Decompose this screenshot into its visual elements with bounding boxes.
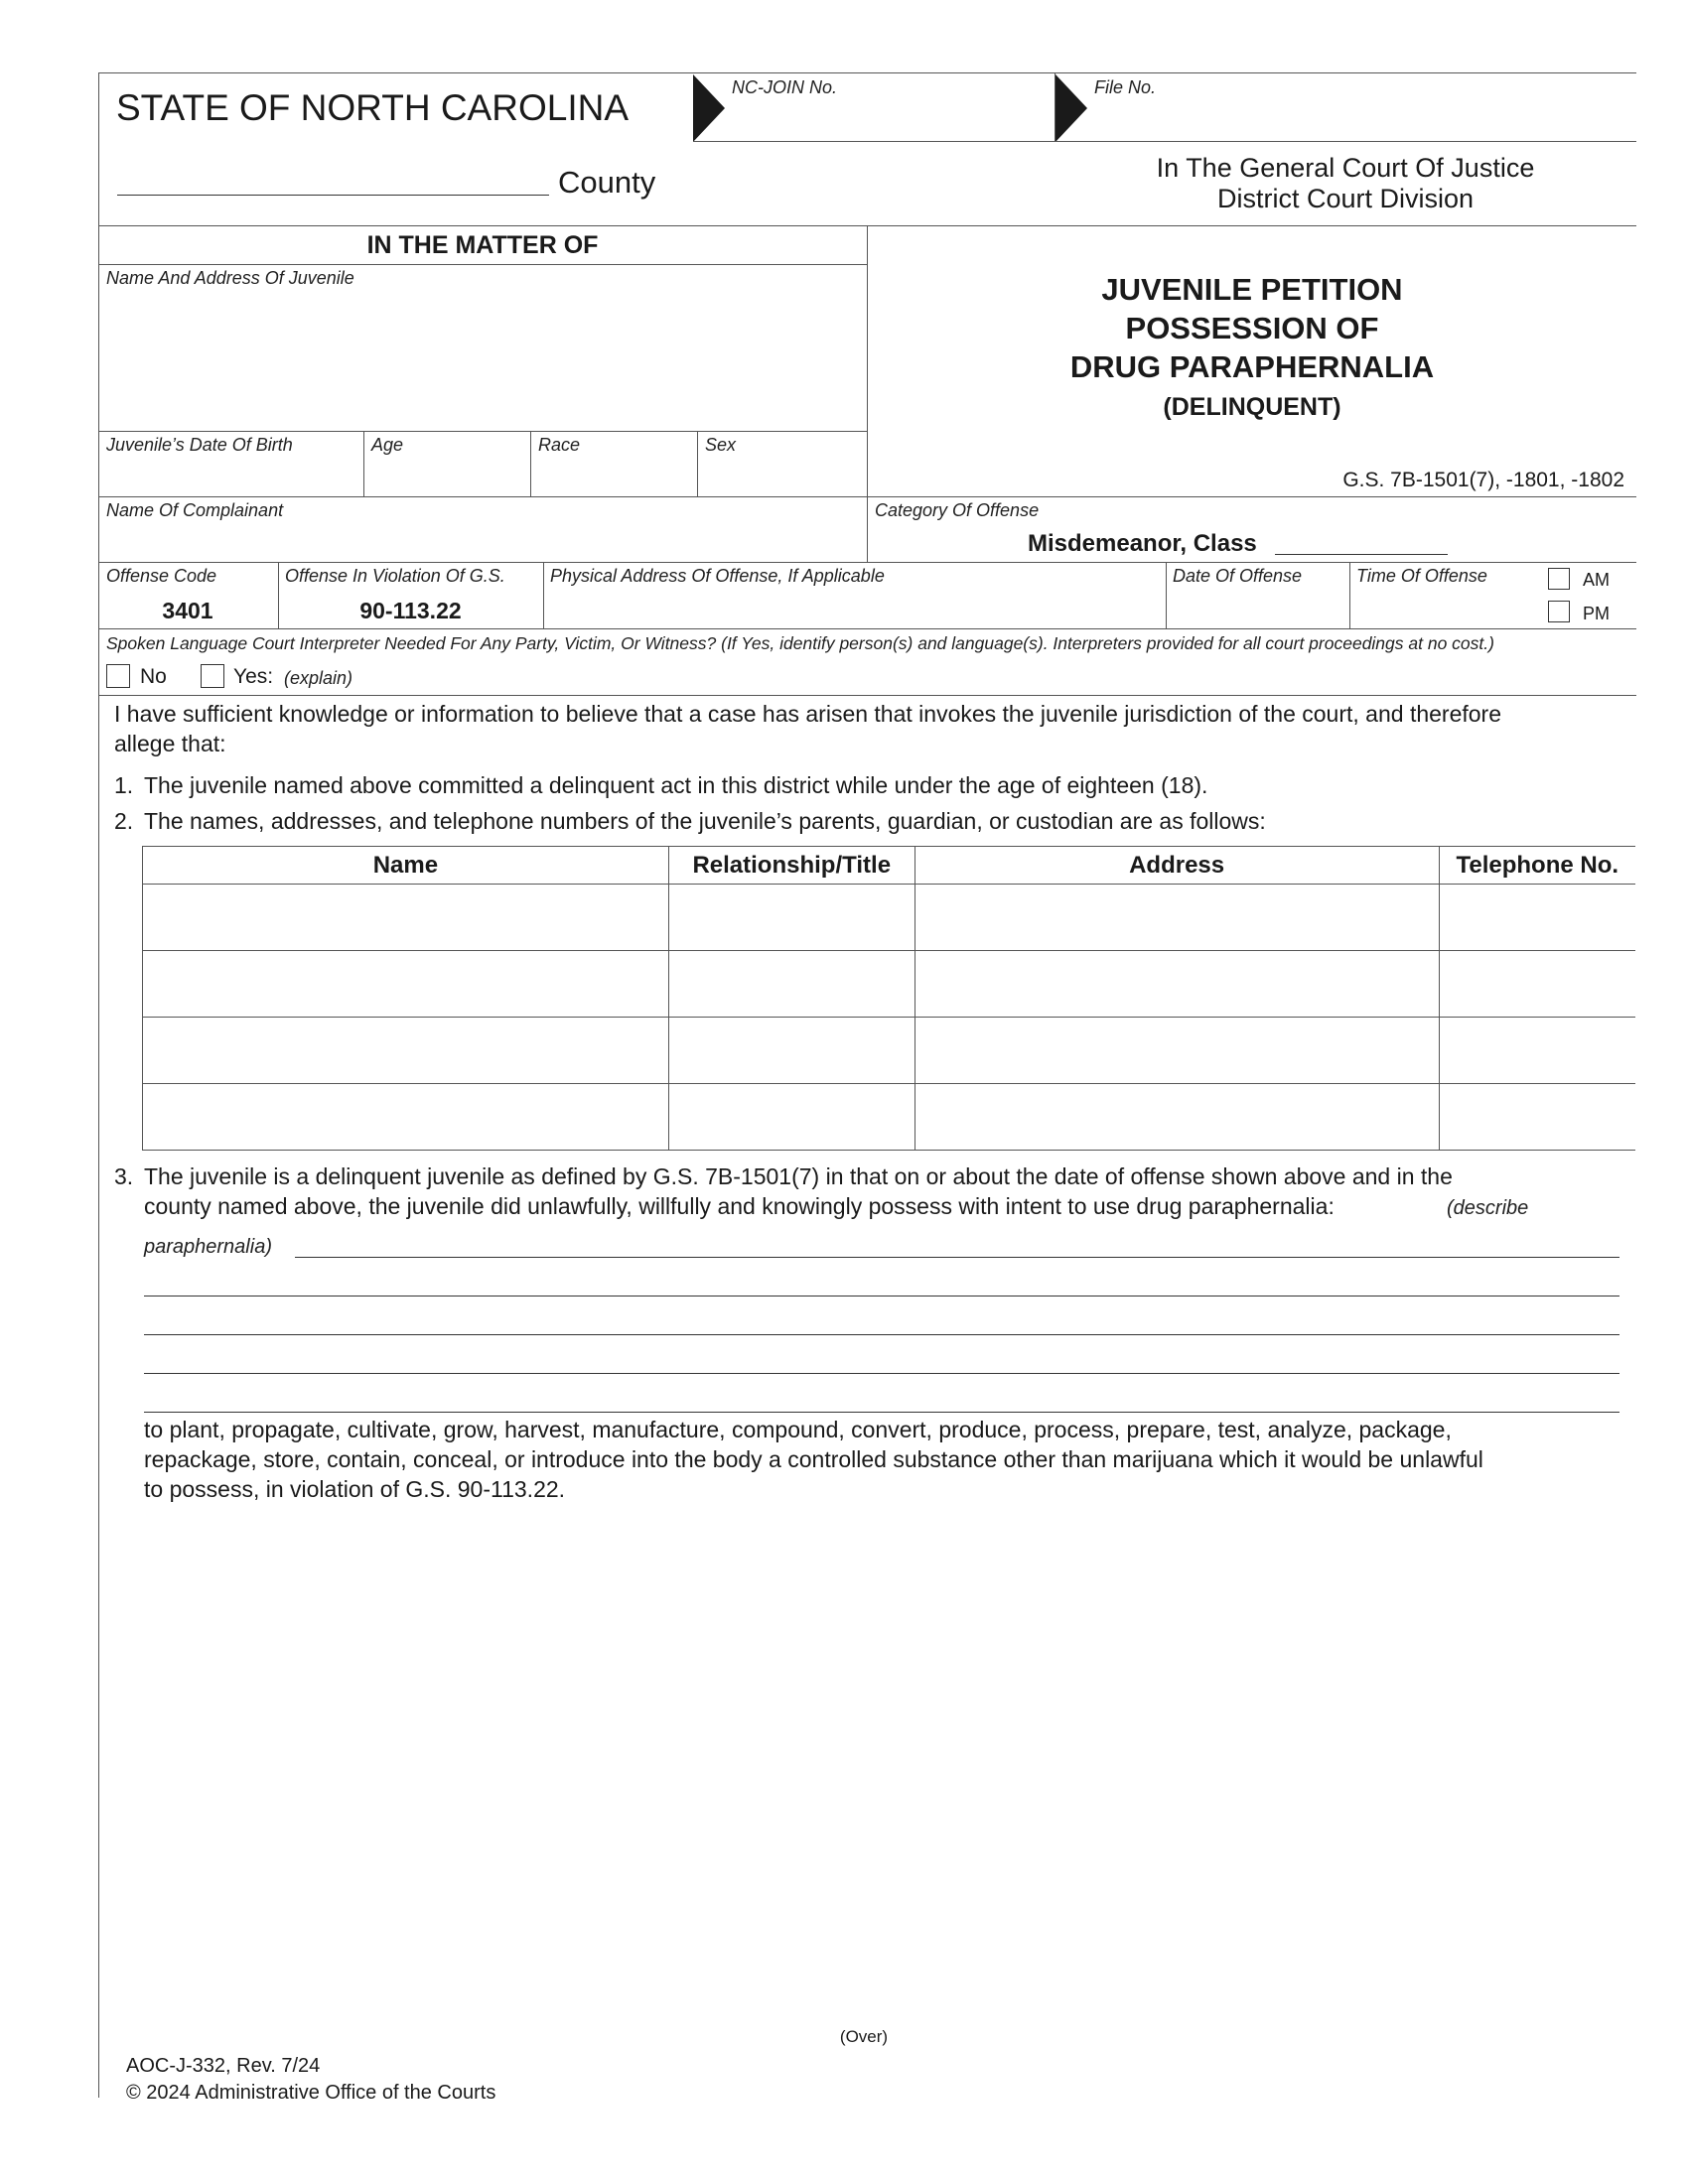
- complainant-category-divider: [867, 496, 868, 562]
- date-of-offense-label: Date Of Offense: [1173, 566, 1303, 586]
- intro-line-2: allege that:: [114, 731, 226, 756]
- over-note: (Over): [839, 2027, 889, 2046]
- body-top-rule: [98, 695, 1636, 696]
- interpreter-row-top: [98, 628, 1636, 629]
- interpreter-yes-label: Yes:: [233, 665, 274, 688]
- am-label: AM: [1583, 570, 1610, 590]
- table-cell[interactable]: [668, 951, 914, 1018]
- table-cell[interactable]: [1439, 1084, 1635, 1151]
- table-cell[interactable]: [143, 885, 669, 951]
- table-cell[interactable]: [914, 885, 1439, 951]
- paraphernalia-line-4[interactable]: [144, 1373, 1619, 1374]
- state-title: STATE OF NORTH CAROLINA: [116, 87, 629, 128]
- county-field[interactable]: [117, 195, 549, 196]
- offense-code-value: 3401: [162, 598, 213, 623]
- form-title-line-2: POSSESSION OF: [1125, 311, 1379, 345]
- dob-row-top: [98, 431, 867, 432]
- race-label: Race: [538, 435, 581, 455]
- item-1-text: The juvenile named above committed a delinquent act in this district while under the age of eighteen (18).: [144, 772, 1208, 798]
- statute-reference: G.S. 7B-1501(7), -1801, -1802: [1342, 469, 1624, 491]
- court-line-2: District Court Division: [1216, 184, 1475, 213]
- paraphernalia-line-1[interactable]: [295, 1257, 1619, 1258]
- table-cell[interactable]: [914, 951, 1439, 1018]
- col-telephone-header: Telephone No.: [1439, 847, 1635, 885]
- race-field[interactable]: [531, 457, 696, 494]
- col-relationship-header: Relationship/Title: [668, 847, 914, 885]
- form-title-line-1: JUVENILE PETITION: [1101, 272, 1403, 307]
- age-label: Age: [371, 435, 404, 455]
- sex-label: Sex: [705, 435, 737, 455]
- physical-address-field[interactable]: [544, 588, 1164, 625]
- date-of-offense-field[interactable]: [1167, 588, 1347, 625]
- physical-address-label: Physical Address Of Offense, If Applicable: [550, 566, 885, 586]
- top-border: [98, 72, 1636, 73]
- copyright: © 2024 Administrative Office of the Courts: [126, 2082, 496, 2104]
- file-arrow-icon: [1055, 74, 1087, 142]
- closing-line-3: to possess, in violation of G.S. 90-113.22.: [144, 1476, 566, 1502]
- paraphernalia-line-2[interactable]: [144, 1296, 1619, 1297]
- table-cell[interactable]: [914, 1084, 1439, 1151]
- juvenile-name-address-field[interactable]: [99, 290, 864, 429]
- intro-line-1: I have sufficient knowledge or information to believe that a case has arisen that invokes the juvenile jurisdiction of the court, and therefore: [114, 701, 1502, 727]
- pm-label: PM: [1583, 604, 1610, 623]
- juvenile-name-address-label: Name And Address Of Juvenile: [106, 268, 354, 288]
- form-title-line-3: DRUG PARAPHERNALIA: [1069, 349, 1435, 384]
- table-row: [143, 1084, 1636, 1151]
- age-field[interactable]: [364, 457, 529, 494]
- table-row: [143, 951, 1636, 1018]
- category-value: Misdemeanor, Class: [1028, 530, 1257, 557]
- sex-field[interactable]: [698, 457, 865, 494]
- violation-label: Offense In Violation Of G.S.: [285, 566, 505, 586]
- col-name-header: Name: [143, 847, 669, 885]
- table-row: [143, 1018, 1636, 1084]
- item-3-line-2: county named above, the juvenile did unlawfully, willfully and knowingly possess with intent to use drug paraphernalia:: [144, 1193, 1335, 1219]
- describe-label: (describe: [1447, 1197, 1529, 1219]
- form-id: AOC-J-332, Rev. 7/24: [126, 2055, 321, 2077]
- time-of-offense-field[interactable]: [1350, 588, 1539, 625]
- matter-heading: IN THE MATTER OF: [366, 231, 599, 259]
- paraphernalia-label: paraphernalia): [144, 1236, 272, 1258]
- item-1-number: 1.: [114, 772, 134, 798]
- dob-field[interactable]: [99, 457, 362, 494]
- table-cell[interactable]: [668, 885, 914, 951]
- item-3-line-1: The juvenile is a delinquent juvenile as defined by G.S. 7B-1501(7) in that on or about the date of offense shown above and in the: [144, 1163, 1453, 1189]
- time-of-offense-label: Time Of Offense: [1356, 566, 1487, 586]
- table-cell[interactable]: [143, 1018, 669, 1084]
- ncjoin-field[interactable]: [735, 99, 1053, 139]
- ncjoin-label: NC-JOIN No.: [732, 77, 838, 97]
- parents-table: [142, 846, 1635, 1151]
- dob-label: Juvenile’s Date Of Birth: [106, 435, 293, 455]
- table-cell[interactable]: [1439, 951, 1635, 1018]
- complainant-field[interactable]: [99, 522, 864, 560]
- table-cell[interactable]: [1439, 885, 1635, 951]
- interpreter-question: Spoken Language Court Interpreter Needed For Any Party, Victim, Or Witness? (If Yes, identify person(s) and language(s). Interpreters provided for all court proceedings at no cost.): [106, 633, 1494, 653]
- interpreter-yes-checkbox[interactable]: [201, 664, 224, 688]
- closing-line-1: to plant, propagate, cultivate, grow, harvest, manufacture, compound, convert, produce, process, prepare, test, analyze, package,: [144, 1417, 1452, 1442]
- file-label: File No.: [1094, 77, 1157, 97]
- paraphernalia-line-3[interactable]: [144, 1334, 1619, 1335]
- table-cell[interactable]: [914, 1018, 1439, 1084]
- pm-checkbox[interactable]: [1548, 601, 1570, 622]
- table-row: [143, 885, 1636, 951]
- interpreter-no-label: No: [140, 665, 167, 688]
- table-cell[interactable]: [668, 1018, 914, 1084]
- category-label: Category Of Offense: [875, 500, 1040, 520]
- item-2-number: 2.: [114, 808, 134, 834]
- table-cell[interactable]: [668, 1084, 914, 1151]
- offense-row-top: [98, 562, 1636, 563]
- item-2-text: The names, addresses, and telephone numbers of the juvenile’s parents, guardian, or custodian are as follows:: [144, 808, 1266, 834]
- am-checkbox[interactable]: [1548, 568, 1570, 590]
- interpreter-no-checkbox[interactable]: [106, 664, 130, 688]
- table-cell[interactable]: [143, 951, 669, 1018]
- file-field[interactable]: [1097, 99, 1633, 139]
- offense-code-label: Offense Code: [106, 566, 217, 586]
- interpreter-explain-label: (explain): [284, 668, 353, 688]
- ncjoin-arrow-icon: [693, 74, 725, 142]
- violation-value: 90-113.22: [359, 598, 462, 623]
- item-3-number: 3.: [114, 1163, 134, 1189]
- col-address-header: Address: [914, 847, 1439, 885]
- complainant-label: Name Of Complainant: [106, 500, 284, 520]
- header-divider: [693, 141, 1636, 142]
- closing-line-2: repackage, store, contain, conceal, or introduce into the body a controlled substance other than marijuana which it would be unlawful: [144, 1446, 1483, 1472]
- county-label: County: [558, 165, 656, 200]
- matter-heading-rule: [98, 264, 867, 265]
- class-field[interactable]: [1275, 554, 1448, 555]
- table-cell[interactable]: [143, 1084, 669, 1151]
- parents-table-header: [143, 847, 1636, 885]
- form-title-line-4: (DELINQUENT): [1163, 393, 1341, 421]
- paraphernalia-line-5[interactable]: [144, 1412, 1619, 1413]
- table-cell[interactable]: [1439, 1018, 1635, 1084]
- court-line-1: In The General Court Of Justice: [1156, 153, 1535, 183]
